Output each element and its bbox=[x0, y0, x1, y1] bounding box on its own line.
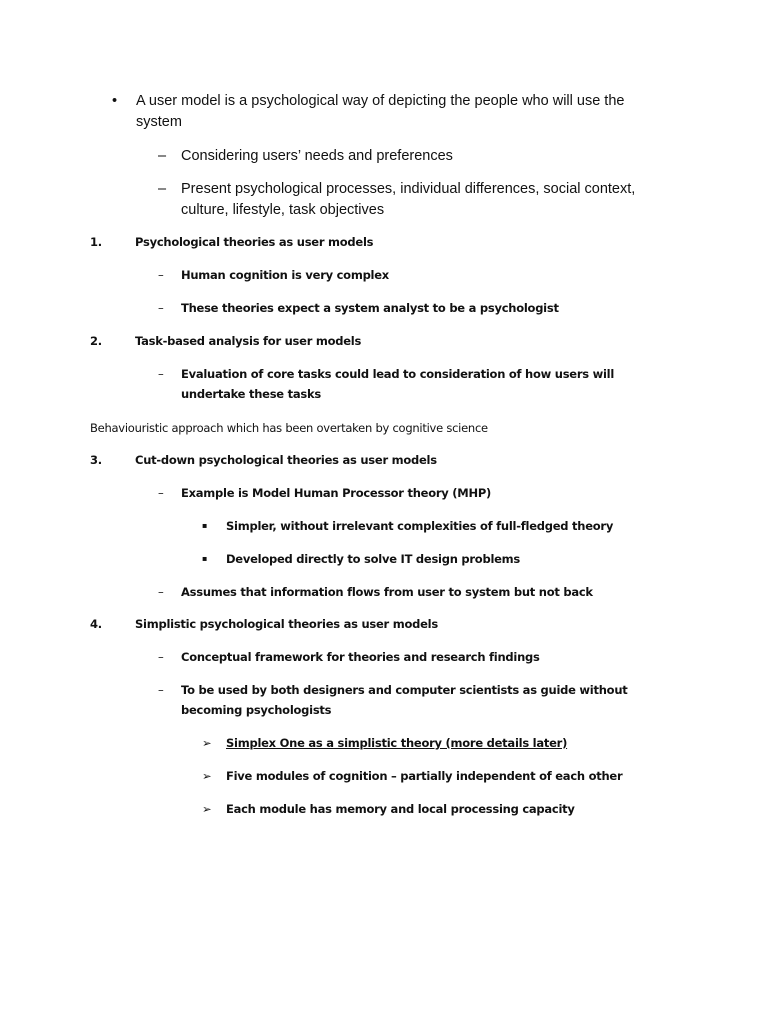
dash-marker: – bbox=[158, 486, 164, 500]
section-4-subitem bbox=[226, 733, 567, 753]
section-3-subitem: Simpler, without irrelevant complexities of full-fledged theory bbox=[226, 519, 614, 533]
small-bullet-marker: ▪ bbox=[202, 554, 208, 563]
section-3-title: Cut-down psychological theories as user models bbox=[135, 453, 437, 467]
arrow-bullet-icon: ➢ bbox=[202, 736, 212, 750]
section-4-title: Simplistic psychological theories as user models bbox=[135, 617, 438, 631]
section-4-subitem: Five modules of cognition – partially independent of each other bbox=[226, 769, 623, 783]
underlined-text: Simplex One as a simplistic theory (more details later) bbox=[226, 736, 568, 750]
dash-marker: – bbox=[158, 148, 167, 164]
section-4-item: To be used by both designers and computer scientists as guide without becoming psychologists bbox=[181, 683, 628, 717]
note-text: Behaviouristic approach which has been overtaken by cognitive science bbox=[90, 421, 488, 435]
arrow-bullet-icon: ➢ bbox=[202, 802, 212, 816]
section-number: 3. bbox=[90, 453, 102, 467]
arrow-bullet-icon: ➢ bbox=[202, 769, 212, 783]
section-1-title: Psychological theories as user models bbox=[135, 235, 374, 249]
intro-sub-processes: Present psychological processes, individual differences, social context, culture, lifestyle, task objectives bbox=[181, 181, 636, 218]
section-number: 4. bbox=[90, 617, 102, 631]
section-1-item: Human cognition is very complex bbox=[181, 268, 389, 282]
section-2-item: Evaluation of core tasks could lead to consideration of how users will undertake these tasks bbox=[181, 367, 615, 401]
dash-marker: – bbox=[158, 367, 164, 381]
section-4-item: Conceptual framework for theories and research findings bbox=[181, 650, 540, 664]
dash-marker: – bbox=[158, 585, 164, 599]
dash-marker: – bbox=[158, 268, 164, 282]
section-4-subitem: Each module has memory and local processing capacity bbox=[226, 802, 575, 816]
section-number: 1. bbox=[90, 235, 102, 249]
dash-marker: – bbox=[158, 301, 164, 315]
bullet-marker: • bbox=[112, 93, 118, 109]
section-3-item: Example is Model Human Processor theory (MHP) bbox=[181, 486, 492, 500]
section-2-title: Task-based analysis for user models bbox=[135, 334, 362, 348]
small-bullet-marker: ▪ bbox=[202, 521, 208, 530]
section-1-item: These theories expect a system analyst to be a psychologist bbox=[181, 301, 559, 315]
section-3-item: Assumes that information flows from user to system but not back bbox=[181, 585, 593, 599]
intro-sub-needs: Considering users’ needs and preferences bbox=[181, 148, 453, 164]
section-3-subitem: Developed directly to solve IT design problems bbox=[226, 552, 521, 566]
dash-marker: – bbox=[158, 181, 167, 197]
intro-text: A user model is a psychological way of depicting the people who will use the system bbox=[136, 93, 625, 130]
dash-marker: – bbox=[158, 650, 164, 664]
section-number: 2. bbox=[90, 334, 102, 348]
dash-marker: – bbox=[158, 683, 164, 697]
